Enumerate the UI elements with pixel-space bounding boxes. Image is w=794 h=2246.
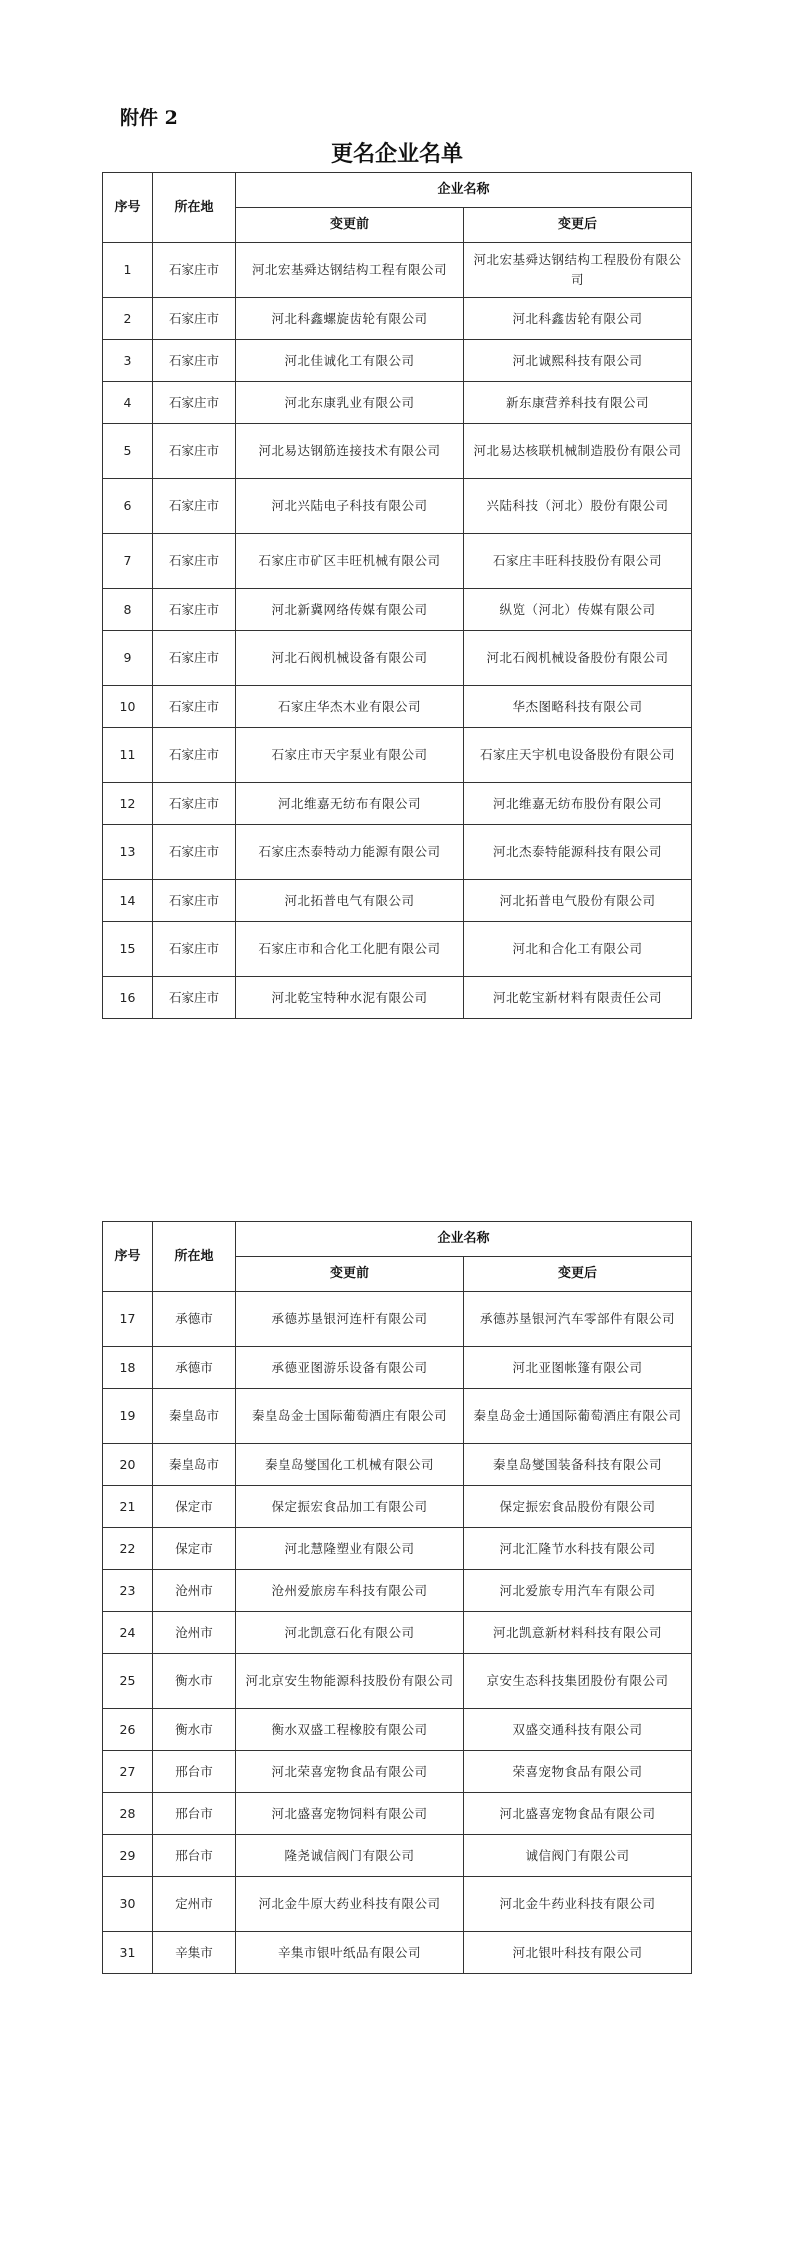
- row-number: 15: [103, 922, 153, 977]
- row-location: 秦皇岛市: [153, 1389, 236, 1444]
- row-number: 20: [103, 1444, 153, 1486]
- header-no: 序号: [103, 173, 153, 243]
- table-row: [103, 1835, 692, 1877]
- header-before: 变更前: [236, 1257, 464, 1292]
- row-name-after: 承德苏垦银河汽车零部件有限公司: [464, 1292, 692, 1347]
- row-name-before: 石家庄杰泰特动力能源有限公司: [236, 825, 464, 880]
- row-name-after: 河北易达核联机械制造股份有限公司: [464, 424, 692, 479]
- row-name-before: 秦皇岛金士国际葡萄酒庄有限公司: [236, 1389, 464, 1444]
- row-name-after: 河北亚图帐篷有限公司: [464, 1347, 692, 1389]
- row-location: 邢台市: [153, 1835, 236, 1877]
- row-name-before: 河北科鑫螺旋齿轮有限公司: [236, 298, 464, 340]
- row-location: 石家庄市: [153, 686, 236, 728]
- row-number: 13: [103, 825, 153, 880]
- row-name-after: 新东康营养科技有限公司: [464, 382, 692, 424]
- table-row: [103, 298, 692, 340]
- row-location: 保定市: [153, 1528, 236, 1570]
- row-location: 石家庄市: [153, 479, 236, 534]
- row-name-after: 石家庄天宇机电设备股份有限公司: [464, 728, 692, 783]
- table-row: [103, 880, 692, 922]
- row-name-before: 河北慧隆塑业有限公司: [236, 1528, 464, 1570]
- row-number: 7: [103, 534, 153, 589]
- row-name-after: 河北银叶科技有限公司: [464, 1932, 692, 1974]
- row-name-after: 河北汇隆节水科技有限公司: [464, 1528, 692, 1570]
- row-number: 21: [103, 1486, 153, 1528]
- row-name-after: 秦皇岛燮国装备科技有限公司: [464, 1444, 692, 1486]
- row-location: 石家庄市: [153, 825, 236, 880]
- row-name-before: 河北凯意石化有限公司: [236, 1612, 464, 1654]
- header-location: 所在地: [153, 1222, 236, 1292]
- row-name-before: 河北金牛原大药业科技有限公司: [236, 1877, 464, 1932]
- row-name-after: 河北乾宝新材料有限责任公司: [464, 977, 692, 1019]
- row-location: 秦皇岛市: [153, 1444, 236, 1486]
- row-number: 9: [103, 631, 153, 686]
- row-name-before: 石家庄华杰木业有限公司: [236, 686, 464, 728]
- header-before: 变更前: [236, 208, 464, 243]
- row-name-before: 承德苏垦银河连杆有限公司: [236, 1292, 464, 1347]
- header-company-name: 企业名称: [236, 1222, 692, 1257]
- table-row: [103, 382, 692, 424]
- renamed-companies-table-2: [102, 1221, 692, 1974]
- row-number: 18: [103, 1347, 153, 1389]
- table-row: [103, 977, 692, 1019]
- table-row: [103, 1709, 692, 1751]
- table-row: [103, 1570, 692, 1612]
- row-name-after: 纵览（河北）传媒有限公司: [464, 589, 692, 631]
- header-company-name: 企业名称: [236, 173, 692, 208]
- row-location: 衡水市: [153, 1709, 236, 1751]
- row-number: 24: [103, 1612, 153, 1654]
- row-location: 石家庄市: [153, 298, 236, 340]
- row-number: 16: [103, 977, 153, 1019]
- row-number: 5: [103, 424, 153, 479]
- row-name-before: 秦皇岛燮国化工机械有限公司: [236, 1444, 464, 1486]
- row-name-before: 河北兴陆电子科技有限公司: [236, 479, 464, 534]
- row-number: 19: [103, 1389, 153, 1444]
- row-name-after: 河北杰泰特能源科技有限公司: [464, 825, 692, 880]
- header-after: 变更后: [464, 208, 692, 243]
- row-location: 石家庄市: [153, 977, 236, 1019]
- row-number: 26: [103, 1709, 153, 1751]
- row-name-before: 河北拓普电气有限公司: [236, 880, 464, 922]
- row-name-before: 河北佳诚化工有限公司: [236, 340, 464, 382]
- attachment-label: 附件 2: [120, 107, 178, 129]
- row-name-after: 河北和合化工有限公司: [464, 922, 692, 977]
- row-number: 29: [103, 1835, 153, 1877]
- row-number: 31: [103, 1932, 153, 1974]
- table-row: [103, 424, 692, 479]
- row-name-before: 衡水双盛工程橡胶有限公司: [236, 1709, 464, 1751]
- row-location: 石家庄市: [153, 631, 236, 686]
- row-number: 14: [103, 880, 153, 922]
- table-row: [103, 825, 692, 880]
- row-name-before: 承德亚图游乐设备有限公司: [236, 1347, 464, 1389]
- row-name-before: 河北石阀机械设备有限公司: [236, 631, 464, 686]
- row-name-after: 河北科鑫齿轮有限公司: [464, 298, 692, 340]
- table-row: [103, 340, 692, 382]
- row-location: 衡水市: [153, 1654, 236, 1709]
- row-name-after: 华杰图略科技有限公司: [464, 686, 692, 728]
- table-row: [103, 1389, 692, 1444]
- row-location: 沧州市: [153, 1570, 236, 1612]
- row-name-before: 河北维嘉无纺布有限公司: [236, 783, 464, 825]
- row-name-before: 河北宏基舜达钢结构工程有限公司: [236, 243, 464, 298]
- row-number: 28: [103, 1793, 153, 1835]
- row-name-before: 沧州爱旅房车科技有限公司: [236, 1570, 464, 1612]
- row-location: 石家庄市: [153, 922, 236, 977]
- row-name-after: 河北宏基舜达钢结构工程股份有限公司: [464, 243, 692, 298]
- row-name-before: 河北盛喜宠物饲料有限公司: [236, 1793, 464, 1835]
- table-row: [103, 589, 692, 631]
- header-location: 所在地: [153, 173, 236, 243]
- row-number: 6: [103, 479, 153, 534]
- row-location: 石家庄市: [153, 783, 236, 825]
- row-name-after: 双盛交通科技有限公司: [464, 1709, 692, 1751]
- row-location: 沧州市: [153, 1612, 236, 1654]
- row-name-after: 河北金牛药业科技有限公司: [464, 1877, 692, 1932]
- row-name-before: 河北易达钢筋连接技术有限公司: [236, 424, 464, 479]
- table-row: [103, 1486, 692, 1528]
- row-number: 27: [103, 1751, 153, 1793]
- row-name-before: 河北新冀网络传媒有限公司: [236, 589, 464, 631]
- row-name-after: 石家庄丰旺科技股份有限公司: [464, 534, 692, 589]
- table-row: [103, 534, 692, 589]
- row-location: 石家庄市: [153, 589, 236, 631]
- row-name-before: 河北东康乳业有限公司: [236, 382, 464, 424]
- row-name-after: 河北石阀机械设备股份有限公司: [464, 631, 692, 686]
- row-name-after: 河北诚熙科技有限公司: [464, 340, 692, 382]
- table-row: [103, 1654, 692, 1709]
- row-number: 10: [103, 686, 153, 728]
- row-number: 22: [103, 1528, 153, 1570]
- row-name-after: 诚信阀门有限公司: [464, 1835, 692, 1877]
- row-name-before: 隆尧诚信阀门有限公司: [236, 1835, 464, 1877]
- row-number: 12: [103, 783, 153, 825]
- row-location: 承德市: [153, 1347, 236, 1389]
- header-after: 变更后: [464, 1257, 692, 1292]
- row-location: 石家庄市: [153, 340, 236, 382]
- row-name-before: 石家庄市矿区丰旺机械有限公司: [236, 534, 464, 589]
- row-location: 石家庄市: [153, 424, 236, 479]
- table-row: [103, 1444, 692, 1486]
- row-location: 石家庄市: [153, 382, 236, 424]
- table-row: [103, 243, 692, 298]
- row-location: 邢台市: [153, 1751, 236, 1793]
- table-row: [103, 1612, 692, 1654]
- row-location: 石家庄市: [153, 880, 236, 922]
- row-number: 23: [103, 1570, 153, 1612]
- row-number: 17: [103, 1292, 153, 1347]
- row-name-before: 辛集市银叶纸品有限公司: [236, 1932, 464, 1974]
- row-name-before: 石家庄市和合化工化肥有限公司: [236, 922, 464, 977]
- header-no: 序号: [103, 1222, 153, 1292]
- row-number: 3: [103, 340, 153, 382]
- row-name-after: 河北凯意新材料科技有限公司: [464, 1612, 692, 1654]
- row-name-after: 河北维嘉无纺布股份有限公司: [464, 783, 692, 825]
- row-location: 定州市: [153, 1877, 236, 1932]
- row-location: 石家庄市: [153, 243, 236, 298]
- table-row: [103, 1793, 692, 1835]
- row-name-after: 河北爱旅专用汽车有限公司: [464, 1570, 692, 1612]
- row-number: 4: [103, 382, 153, 424]
- table-row: [103, 1347, 692, 1389]
- row-number: 30: [103, 1877, 153, 1932]
- table-row: [103, 1292, 692, 1347]
- row-number: 25: [103, 1654, 153, 1709]
- row-location: 辛集市: [153, 1932, 236, 1974]
- table-row: [103, 631, 692, 686]
- row-name-before: 河北京安生物能源科技股份有限公司: [236, 1654, 464, 1709]
- row-name-before: 河北荣喜宠物食品有限公司: [236, 1751, 464, 1793]
- row-name-before: 保定振宏食品加工有限公司: [236, 1486, 464, 1528]
- row-name-after: 荣喜宠物食品有限公司: [464, 1751, 692, 1793]
- table-row: [103, 1932, 692, 1974]
- row-location: 石家庄市: [153, 534, 236, 589]
- row-name-after: 秦皇岛金士通国际葡萄酒庄有限公司: [464, 1389, 692, 1444]
- table-2-body: [103, 1292, 692, 1974]
- table-row: [103, 686, 692, 728]
- row-name-after: 兴陆科技（河北）股份有限公司: [464, 479, 692, 534]
- renamed-companies-table-1: [102, 172, 692, 1019]
- table-row: [103, 1751, 692, 1793]
- page-title: 更名企业名单: [330, 141, 463, 167]
- table-row: [103, 1528, 692, 1570]
- row-location: 石家庄市: [153, 728, 236, 783]
- row-location: 保定市: [153, 1486, 236, 1528]
- row-number: 11: [103, 728, 153, 783]
- row-location: 承德市: [153, 1292, 236, 1347]
- row-name-after: 京安生态科技集团股份有限公司: [464, 1654, 692, 1709]
- row-number: 8: [103, 589, 153, 631]
- table-row: [103, 1877, 692, 1932]
- row-name-after: 保定振宏食品股份有限公司: [464, 1486, 692, 1528]
- table-row: [103, 922, 692, 977]
- table-row: [103, 479, 692, 534]
- table-row: [103, 728, 692, 783]
- row-name-before: 河北乾宝特种水泥有限公司: [236, 977, 464, 1019]
- row-number: 2: [103, 298, 153, 340]
- row-name-after: 河北拓普电气股份有限公司: [464, 880, 692, 922]
- row-location: 邢台市: [153, 1793, 236, 1835]
- table-row: [103, 783, 692, 825]
- row-name-before: 石家庄市天宇泵业有限公司: [236, 728, 464, 783]
- row-name-after: 河北盛喜宠物食品有限公司: [464, 1793, 692, 1835]
- row-number: 1: [103, 243, 153, 298]
- table-1-body: [103, 243, 692, 1019]
